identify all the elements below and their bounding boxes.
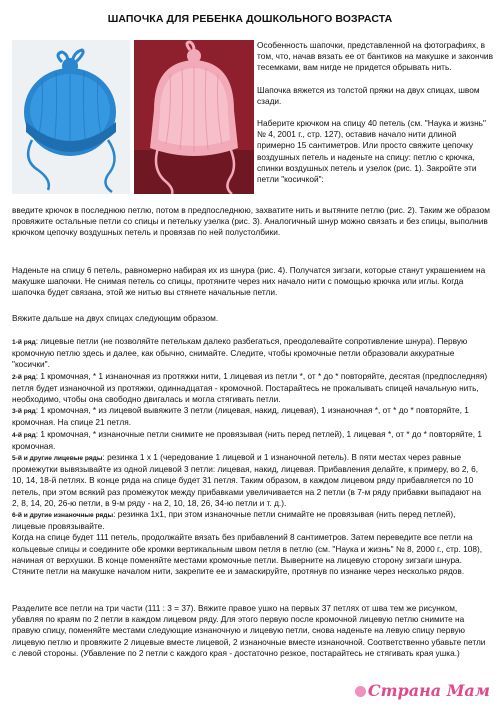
paragraph-5-block bbox=[12, 603, 490, 659]
blue-hat-photo bbox=[12, 40, 130, 194]
row-6 bbox=[12, 509, 490, 532]
paragraph-3-block bbox=[12, 313, 490, 324]
intro-text bbox=[257, 40, 493, 196]
blue-hat-image bbox=[12, 40, 130, 194]
row-text: : 1 кромочная, * 1 изнаночная из протяжки нити, 1 лицевая из петли *, от * до * повторяйте, десятая (предпоследняя) петля будет изнаночной из протяжки, одиннадцатая - кромочной. Постарайтесь не прокалывать спицей начальную нить, необходимо, чтобы она свободно двигалась и могла стягивать петли. bbox=[12, 370, 488, 405]
paragraph-4: Когда на спице будет 111 петель, продолжайте вязать без прибавлений 8 сантиметров. Затем переведите все петли на кольцевые спицы и соедините обе кромки вертикальным швом петля в петлю (см. "Наука и жизнь" № 8, 2000 г., стр. 108), начиная от верхушки. В конце поменяйте местами кромочные петли. Выверните на лицевую сторону зигзаги шнура. Стяните петли на макушке началом нити, закрепите ее и замаскируйте, протянув по изнанке через несколько рядов. bbox=[12, 532, 483, 577]
watermark bbox=[355, 681, 490, 700]
row-label: 3-й ряд bbox=[12, 408, 36, 416]
row-instructions bbox=[12, 336, 490, 577]
pink-hat-image bbox=[134, 40, 254, 194]
intro-paragraph-3: Наберите крючком на спицу 40 петель (см. "Наука и жизнь" № 4, 2001 г., стр. 127), оставив начало нити длиной примерно 15 сантиметров. Или просто свяжите цепочку воздушных петель и наденьте на спицу: петлю с крючка, спинки воздушных петель и узелок (рис. 1). Закройте эти петли "косичкой": bbox=[257, 118, 486, 185]
row-2 bbox=[12, 371, 490, 406]
row-label: 6-й и другие изнаночные ряды bbox=[12, 512, 114, 520]
row-4 bbox=[12, 429, 490, 452]
paragraph-2-block bbox=[12, 265, 490, 299]
row-text: : 1 кромочная, * из лицевой вывяжите 3 петли (лицевая, накид, лицевая), 1 изнаночная *, от * до * повторяйте, 1 кромочная. На спице 21 петля. bbox=[12, 405, 469, 428]
paragraph-2: Наденьте на спицу 6 петель, равномерно набирая их из шнура (рис. 4). Получатся зигзаги, которые станут украшением на макушке шапочки. Не снимая петель со спицы, протяните через них начало нити с помощью крючка или иглы. Когда шапочка будет связана, этой же нитью вы стянете начальные петли. bbox=[12, 265, 486, 298]
row-5 bbox=[12, 452, 490, 509]
paragraph-1: введите крючок в последнюю петлю, потом в предпоследнюю, захватите нить и вытяните петлю (рис. 2). Таким же образом провяжите остальные петли со спицы и петельку узелка (рис. 3). Аналогичный шнур можно связать и без спицы, выполнив крючком цепочку воздушных петель и провязав по ней полустолбики. bbox=[12, 205, 490, 238]
page-title: ШАПОЧКА ДЛЯ РЕБЕНКА ДОШКОЛЬНОГО ВОЗРАСТА bbox=[107, 13, 393, 25]
row-text: : резинка 1х1, при этом изнаночные петли снимайте не провязывая (нить перед петлей), лицевые провязывайте. bbox=[12, 509, 456, 532]
watermark-text: Страна Мам bbox=[367, 681, 490, 700]
row-label: 5-й и другие лицевые ряды bbox=[12, 455, 103, 463]
row-3 bbox=[12, 405, 490, 428]
row-text: : 1 кромочная, * изнаночные петли снимите не провязывая (нить перед петлей), 1 лицевая *, от * до * повторяйте, 1 кромочная. bbox=[12, 428, 483, 451]
row-label: 4-й ряд bbox=[12, 431, 36, 439]
pink-hat-photo bbox=[134, 40, 254, 194]
row-label: 1-й ряд bbox=[12, 339, 36, 346]
intro-paragraph-1: Особенность шапочки, представленной на фотографиях, в том, что, начав вязать ее от бантиков на макушке и закончив тесемками, вам нигде не придется обрывать нить. bbox=[257, 40, 493, 73]
row-text: : резинка 1 х 1 (чередование 1 лицевой и 1 изнаночной петель). В пяти местах через равные промежутки вывязывайте из одной лицевой 3 петли: лицевая, накид, лицевая. Прибавления делайте, к примеру, во 2, 6, 10, 14, 18-й петлях. В конце ряда на спице будет 31 петля. Таким образом, в каждом лицевом ряду прибавляется по 10 петель, при этом всякий раз промежуток между прибавками увеличивается на 2 петли (в 7-м ряду прибавки выпадают на 2, 8, 14, 20, 26-ю петли, в 9-м ряду - на 2, 10, 18, 26, 34-ю петли и т. д.). bbox=[12, 452, 482, 508]
row-label: 2-й ряд bbox=[12, 373, 36, 381]
flower-icon bbox=[355, 686, 366, 697]
photos bbox=[12, 40, 252, 194]
paragraph-continued bbox=[12, 205, 490, 239]
row-1 bbox=[12, 336, 490, 371]
row-text: : лицевые петли (не позволяйте петелькам далеко разбегаться, преодолевайте сопротивление шнура). Первую кромочную петлю здесь и далее, как обычно, снимайте. Следите, чтобы кромочные петли образовали аккуратные "косички". bbox=[12, 336, 468, 370]
intro-paragraph-2: Шапочка вяжется из толстой пряжи на двух спицах, швом сзади. bbox=[257, 84, 480, 106]
paragraph-5: Разделите все петли на три части (111 : 3 = 37). Вяжите правое ушко на первых 37 петлях от шва тем же рисунком, убавляя по краям по 2 петли в каждом лицевом ряду. Для этого первую после кромочной лицевую петлю снимите на правую спицу, поменяйте местами следующие изнаночную и лицевую петли, снова наденьте на левую спицу первую лицевую петлю и провяжите 2 лицевые вместе лицевой, 2 изнаночные вместе изнаночной. Соответственно убавьте петли с левой стороны. (Убавление по 2 петли с каждого края - достаточно резкое, постарайтесь не стягивать края ушка.) bbox=[12, 603, 486, 658]
paragraph-3: Вяжите дальше на двух спицах следующим образом. bbox=[12, 313, 219, 323]
